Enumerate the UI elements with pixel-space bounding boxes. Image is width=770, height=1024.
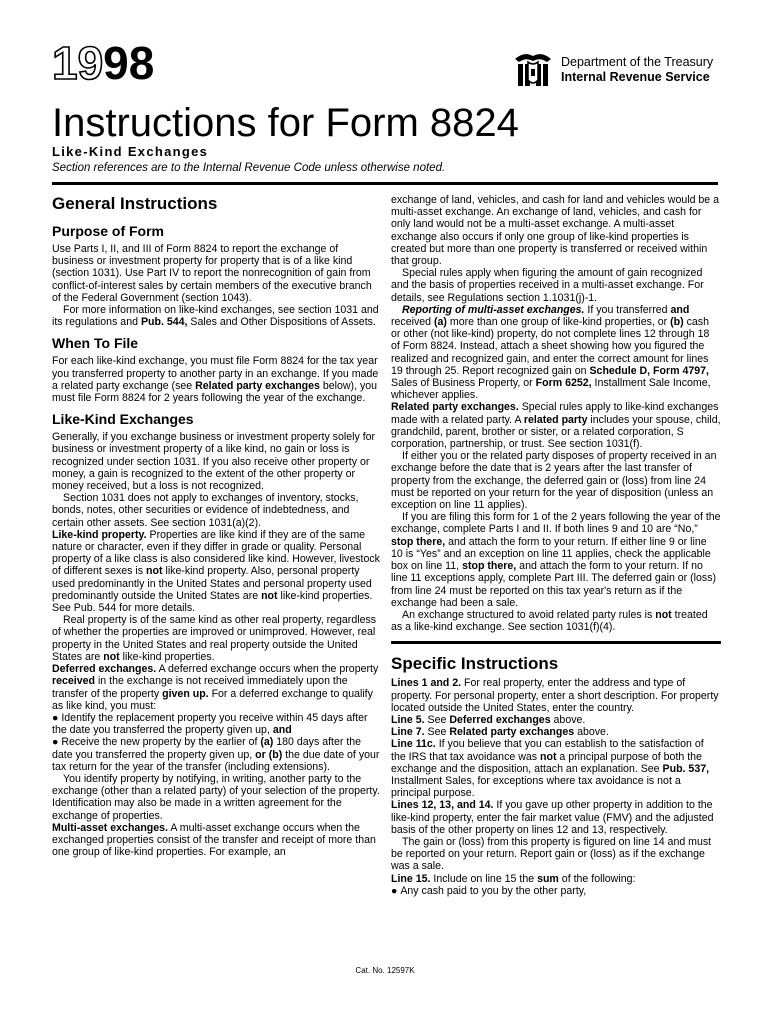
header-divider <box>52 182 718 185</box>
heading-specific-instructions: Specific Instructions <box>391 654 559 674</box>
heading-purpose-of-form: Purpose of Form <box>52 223 165 239</box>
reference-note: Section references are to the Internal Revenue Code unless otherwise noted. <box>52 162 446 174</box>
line-15-bullet: ● Any cash paid to you by the other party, <box>391 884 587 897</box>
form-year <box>52 37 155 89</box>
when-paragraph: For each like-kind exchange, you must file Form 8824 for the tax year you transferred property to another party in an exchange. If you made a related party exchange (see Related party exchanges below), you must file Form 8824 for 2 years following the year of the exchange. <box>52 355 379 405</box>
like-kind-property-paragraph: Like-kind property. Properties are like kind if they are of the same nature or character, even if they differ in grade or quality. Personal property of a like class is also considered like kind. However, livestock of different sexes is not like-kind property. Also, personal property used predominantly in the United States and personal property used predominantly outside the United States are not like-kind properties. See Pub. 544 for more details. <box>52 528 380 615</box>
lines-1-2-paragraph: Lines 1 and 2. For real property, enter the address and type of property. For personal property, enter a short description. For property located outside the United States, enter the country. <box>391 677 719 714</box>
bullet-icon: ● <box>52 711 62 724</box>
heading-when-to-file: When To File <box>52 335 139 352</box>
line-11c-paragraph: Line 11c. If you believe that you can establish to the satisfaction of the IRS that tax avoidance was not a principal purpose of both the exchange and the disposition, attach an explanation. See Pub. 537, Installment Sales, for exceptions where tax avoidance is not a principal purpose. <box>391 738 710 800</box>
deferred-bullet-1: ● Identify the replacement property you receive within 45 days after the date you transferred the property given up, and <box>52 711 368 737</box>
multi-asset-continued: exchange of land, vehicles, and cash for land and vehicles would be a multi-asset exchange. An exchange of land, vehicles, and cash for only land would not be a multi-asset exchange. A multi-asset exchange also occurs if only one group of like-kind properties is created but more than one property is transferred or received within that group. <box>391 194 720 268</box>
identify-property-paragraph: You identify property by notifying, in writing, another party to the exchange (other than a related party) of your selection of the property. Identification may also be made in a written agreement for the exchange of properties. <box>52 772 380 822</box>
line-7-paragraph: Line 7. See Related party exchanges above. <box>391 726 609 739</box>
purpose-paragraph-1: Use Parts I, II, and III of Form 8824 to report the exchange of business or investment property for property that is of a like kind (section 1031). Use Part IV to report the nonrecognition of gain from conflict-of-interest sales by certain members of the executive branch of the Federal Government (section 1043). <box>52 243 372 304</box>
bullet-icon: ● <box>52 736 62 749</box>
department-name: Department of the Treasury <box>561 55 714 69</box>
agency-name: Internal Revenue Service <box>561 70 710 84</box>
dispose-paragraph: If either you or the related party disposes of property received in an exchange before the date that is 2 years after the last transfer of property from the exchange, the deferred gain or (loss) from line 24 must be reported on your return for the year of disposition (unless an exception on line 11 applies). <box>391 450 717 512</box>
bullet-icon: ● <box>391 884 401 897</box>
purpose-paragraph-2: For more information on like-kind exchanges, see section 1031 and its regulations and Pub. 544, Sales and Other Dispositions of Assets. <box>52 304 379 329</box>
agency-block <box>512 50 732 90</box>
related-party-paragraph: Related party exchanges. Special rules apply to like-kind exchanges made with a related party. A related party includes your spouse, child, grandchild, parent, brother or sister, or a related corporation, S corporation, partnership, or trust. See section 1031(f). <box>391 401 721 451</box>
line-5-paragraph: Line 5. See Deferred exchanges above. <box>391 713 586 726</box>
multi-asset-paragraph: Multi-asset exchanges. A multi-asset exchange occurs when the exchanged properties consist of the transfer and receipt of more than one group of like-kind properties. For example, an <box>52 821 376 859</box>
like-kind-paragraph-2: Section 1031 does not apply to exchanges of inventory, stocks, bonds, notes, other securities or evidence of indebtedness, and certain other assets. See section 1031(a)(2). <box>52 492 359 529</box>
left-column <box>52 194 380 858</box>
year-outline: 19 <box>52 37 104 89</box>
like-kind-paragraph-1: Generally, if you exchange business or investment property solely for business or investment property of a like kind, no gain or loss is recognized under section 1031. If you also receive other property or money, a gain is recognized to the extent of the other property or money received, but a loss is not recognized. <box>52 431 376 493</box>
heading-general-instructions: General Instructions <box>52 194 218 213</box>
page-title: Instructions for Form 8824 <box>52 101 519 145</box>
right-column <box>391 194 721 897</box>
catalog-number: Cat. No. 12597K <box>355 966 415 975</box>
irs-eagle-seal-icon <box>512 50 554 90</box>
page-subtitle: Like-Kind Exchanges <box>52 144 209 159</box>
deferred-bullet-2: ● Receive the new property by the earlier of (a) 180 days after the date you transferred the property given up, or (b) the due date of your tax return for the year of the transfer (including extensions). <box>52 736 380 773</box>
real-property-paragraph: Real property is of the same kind as other real property, regardless of whether the properties are improved or unimproved. However, real property in the United States and real property outside the United States are not like-kind properties. <box>52 614 377 663</box>
special-rules-paragraph: Special rules apply when figuring the amount of gain recognized and the basis of properties received in a multi-asset exchange. For details, see Regulations section 1.1031(j)-1. <box>391 267 704 304</box>
heading-like-kind-exchanges: Like-Kind Exchanges <box>52 411 194 428</box>
year-bold: 98 <box>103 37 155 89</box>
filing-paragraph: If you are filing this form for 1 of the 2 years following the year of the exchange, complete Parts I and II. If both lines 9 and 10 are “No,” stop there, and attach the form to your return. If either line 9 or line 10 is “Yes” and an exception on line 11 applies, check the applicable box on line 11, stop there, and attach the form to your return. If no line 11 exceptions apply, complete Part III. The deferred gain or (loss) from line 24 must be reported on this tax year's return as if the exchange had been a sale. <box>391 511 721 609</box>
gain-paragraph: The gain or (loss) from this property is figured on line 14 and must be reported on your return. Report gain or (loss) as if the exchange was a sale. <box>391 835 712 873</box>
avoid-paragraph: An exchange structured to avoid related party rules is not treated as a like-kind exchange. See section 1031(f)(4). <box>391 608 708 634</box>
section-divider <box>391 641 721 644</box>
lines-12-14-paragraph: Lines 12, 13, and 14. If you gave up other property in addition to the like-kind property, enter the fair market value (FMV) and the adjusted basis of the other property on lines 12 and 13, respectively. <box>391 799 714 836</box>
reporting-multi-asset-paragraph: Reporting of multi-asset exchanges. If you transferred and received (a) more than one group of like-kind properties, or (b) cash or other (not like-kind) property, do not complete lines 12 through 18 of Form 8824. Instead, attach a sheet showing how you figured the realized and recognized gain, and enter the correct amount for lines 19 through 25. Report recognized gain on Schedule D, Form 4797, Sales of Business Property, or Form 6252, Installment Sale Income, whichever applies. <box>391 303 711 402</box>
line-15-paragraph: Line 15. Include on line 15 the sum of the following: <box>391 872 636 885</box>
deferred-exchanges-paragraph: Deferred exchanges. A deferred exchange occurs when the property received in the exchange is not received immediately upon the transfer of the property given up. For a deferred exchange to qualify as like kind, you must: <box>52 663 379 712</box>
